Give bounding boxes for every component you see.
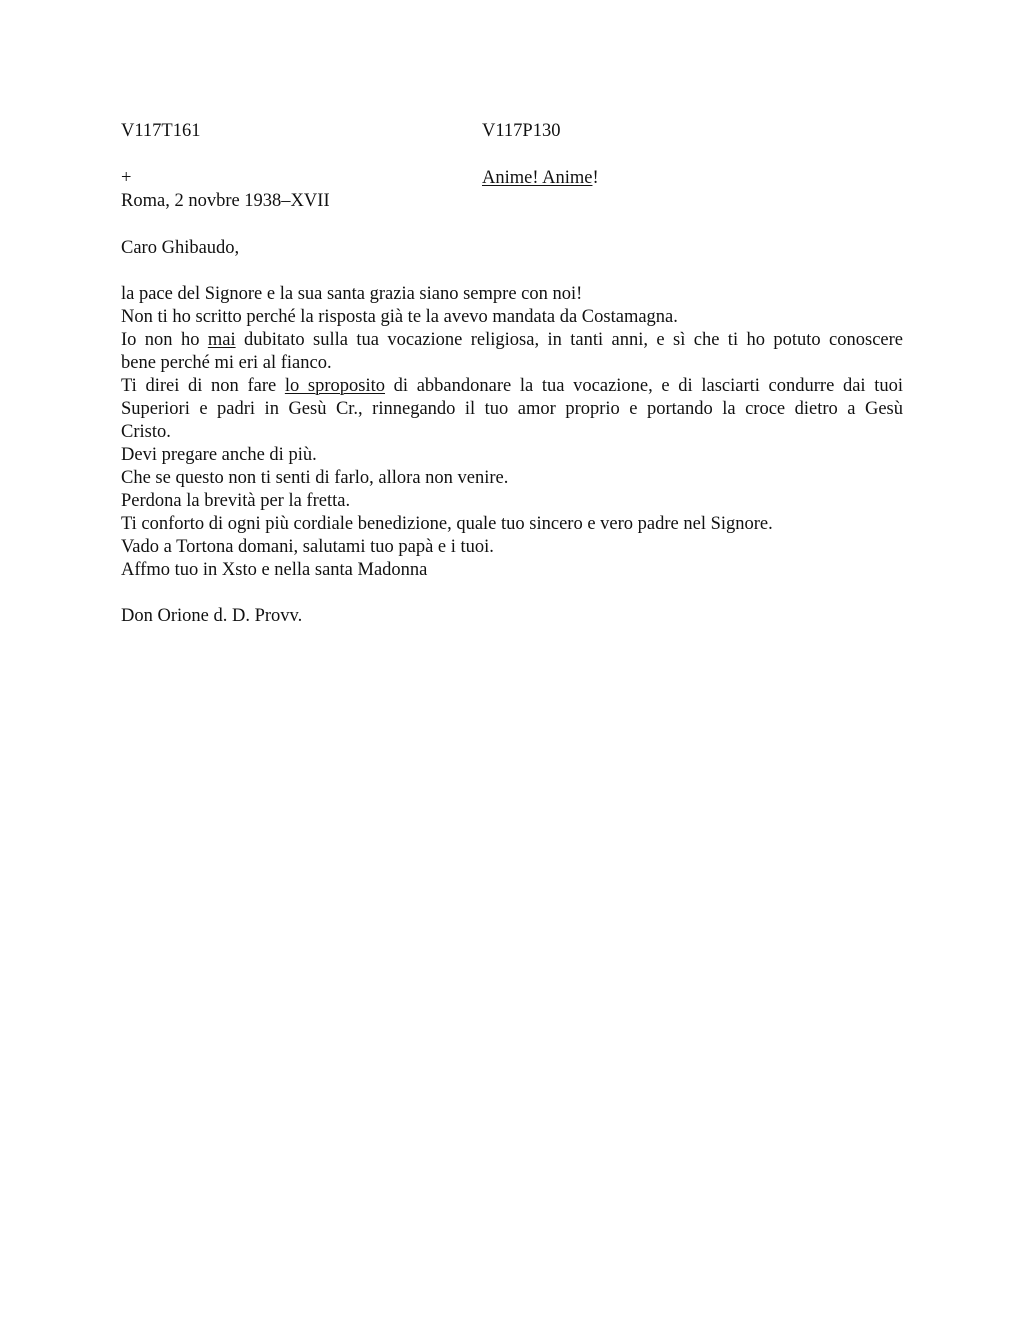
body-text: dubitato sulla tua vocazione religiosa, in tanti anni, e sì che ti ho potuto conoscere: [235, 330, 904, 350]
body-line: la pace del Signore e la sua santa grazia siano sempre con noi!: [121, 284, 583, 304]
body-line: [121, 375, 903, 398]
body-line: Devi pregare anche di più.: [121, 445, 317, 465]
body-line: [121, 329, 903, 352]
document-code-left: V117T161: [121, 121, 201, 141]
body-line: Superiori e padri in Gesù Cr., rinnegando il tuo amor proprio e portando la croce dietro a Gesù: [121, 399, 903, 419]
signature: Don Orione d. D. Provv.: [121, 606, 303, 626]
body-text: di abbandonare la tua vocazione, e di lasciarti condurre dai tuoi: [385, 376, 903, 396]
underlined-word: mai: [207, 330, 236, 350]
body-line: Non ti ho scritto perché la risposta già te la avevo mandata da Costamagna.: [121, 307, 678, 327]
body-line: Perdona la brevità per la fretta.: [121, 491, 351, 511]
body-text: Io non ho: [121, 330, 208, 350]
motto-end: !: [592, 168, 599, 188]
underlined-phrase: lo sproposito: [284, 376, 386, 396]
body-line: bene perché mi eri al fianco.: [121, 353, 332, 373]
body-line: Cristo.: [121, 422, 171, 442]
motto-underlined: Anime! Anime: [482, 168, 593, 188]
place-date: Roma, 2 novbre 1938–XVII: [121, 191, 330, 211]
body-line: Che se questo non ti senti di farlo, allora non venire.: [121, 468, 509, 488]
body-line: Ti conforto di ogni più cordiale benedizione, quale tuo sincero e vero padre nel Signore.: [121, 514, 773, 534]
body-text: Ti direi di non fare: [121, 376, 285, 396]
motto: [482, 167, 599, 190]
document-code-right: V117P130: [482, 121, 561, 141]
body-line: Affmo tuo in Xsto e nella santa Madonna: [121, 560, 428, 580]
cross-symbol: +: [121, 168, 132, 188]
body-line: Vado a Tortona domani, salutami tuo papà e i tuoi.: [121, 537, 494, 557]
salutation: Caro Ghibaudo,: [121, 238, 240, 258]
